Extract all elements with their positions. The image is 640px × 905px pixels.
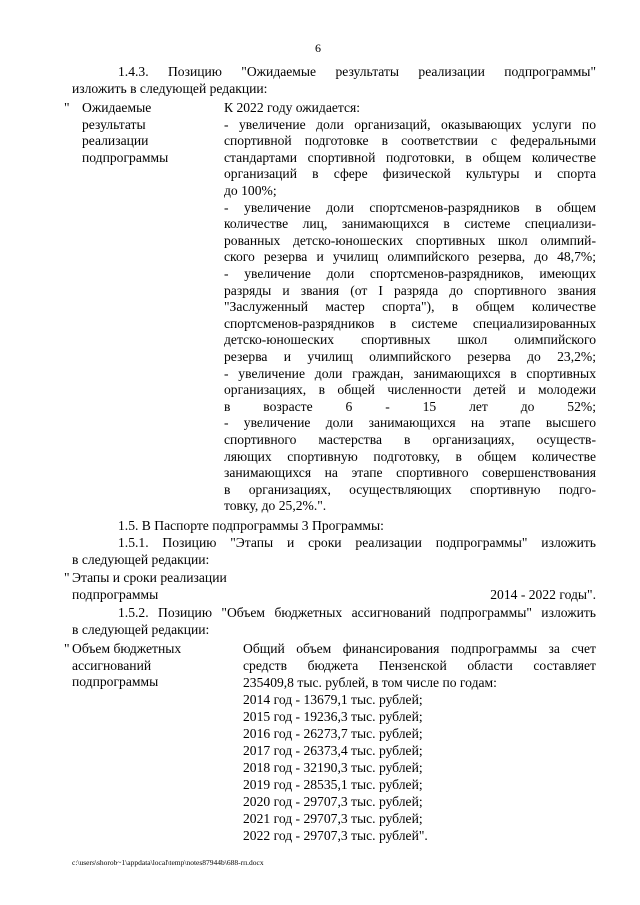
section-143-text-line: резерва и училищ олимпийского резерва до 23,2%;: [224, 349, 596, 364]
section-143-text-line: занимающихся на этапе спортивного совершенствования: [224, 465, 596, 481]
section-143-text-line: ляющих спортивную подготовку, в общем количестве: [224, 448, 596, 464]
section-143-text-line: организаций в сфере физической культуры и спорта: [224, 166, 596, 182]
section-143-text-line: - увеличение доли спортсменов-разрядников, имеющих: [224, 266, 596, 281]
section-143-text-line: в возрасте 6 - 15 лет до 52%;: [224, 398, 596, 414]
year-budget-line: 2017 год - 26373,4 тыс. рублей;: [243, 743, 423, 758]
section-152-heading-line-2: в следующей редакции:: [72, 622, 210, 637]
section-143-text-line: - увеличение доли организаций, оказывающих услуги по: [224, 116, 596, 132]
section-152-text-line: средств бюджета Пензенской области составляет: [243, 658, 596, 673]
section-143-text-line: спортивной подготовке в соответствии с федеральными: [224, 133, 596, 149]
section-143-text-line: рованных детско-юношеских спортивных школ олимпий-: [224, 232, 596, 248]
left-label-line: ассигнований: [72, 657, 152, 673]
year-budget-line: 2022 год - 29707,3 тыс. рублей".: [243, 828, 428, 843]
left-label-line: Ожидаемые: [82, 100, 152, 115]
section-143-heading-line-1: 1.4.3. Позицию "Ожидаемые результаты реализации подпрограммы": [118, 64, 596, 79]
section-143-text-line: - увеличение доли граждан, занимающихся в спортивных: [224, 365, 596, 381]
section-152-heading-line-1: 1.5.2. Позицию "Объем бюджетных ассигнований подпрограммы" изложить: [118, 605, 596, 620]
year-budget-line: 2021 год - 29707,3 тыс. рублей;: [243, 811, 423, 826]
section-143-text-line: до 100%;: [224, 183, 277, 198]
footer-file-path: c:\users\shorob~1\appdata\local\temp\notes87944b\688-rп.docx: [72, 858, 264, 867]
page-number: 6: [315, 41, 321, 55]
year-budget-line: 2015 год - 19236,3 тыс. рублей;: [243, 709, 423, 724]
section-152-left-label: [72, 641, 181, 691]
year-budget-line: 2014 год - 13679,1 тыс. рублей;: [243, 692, 423, 707]
section-151-label-line-2: подпрограммы: [72, 587, 159, 602]
section-143-text-line: К 2022 году ожидается:: [224, 100, 361, 115]
section-143-text-line: "Заслуженный мастер спорта"), в общем количестве: [224, 299, 596, 315]
section-143-text-line: ского резерва и училищ олимпийского резерва, до 48,7%;: [224, 249, 596, 265]
section-151-open-quote: ": [64, 570, 70, 585]
section-143-text-line: спортсменов-разрядников в системе специализированных: [224, 315, 596, 331]
left-label-line: результаты: [82, 116, 146, 132]
section-151-heading-line-2: в следующей редакции:: [72, 552, 210, 567]
section-152-text-line: Общий объем финансирования подпрограммы за счет: [243, 641, 596, 656]
section-152-text-line: 235409,8 тыс. рублей, в том числе по годам:: [243, 675, 497, 690]
section-151-label-line-1: Этапы и сроки реализации: [72, 570, 227, 585]
section-143-text-line: количестве лиц, занимающихся в системе специализи-: [224, 216, 596, 232]
section-151-value: 2014 - 2022 годы".: [490, 587, 596, 602]
section-143-left-label: [82, 100, 168, 166]
section-143-text-line: разряды и звания (от I разряда до спортивного звания: [224, 282, 596, 298]
section-143-text-line: - увеличение доли занимающихся на этапе высшего: [224, 415, 596, 431]
section-143-text-line: - увеличение доли спортсменов-разрядников в общем: [224, 199, 596, 215]
section-152-open-quote: ": [64, 641, 70, 656]
left-label-line: Объем бюджетных: [72, 641, 182, 656]
section-143-text-line: организациях, в общей численности детей и молодежи: [224, 382, 596, 398]
left-label-line: подпрограммы: [72, 674, 159, 690]
section-143-text-line: стандартами спортивной подготовки, в общем количестве: [224, 149, 596, 165]
section-143-heading-line-2: изложить в следующей редакции:: [72, 81, 268, 96]
section-143-text-line: детско-юношеских спортивных школ олимпийского: [224, 332, 596, 348]
left-label-line: подпрограммы: [82, 149, 169, 165]
section-143-text-line: в организациях, осуществляющих спортивную подго-: [224, 481, 596, 497]
section-15-heading: 1.5. В Паспорте подпрограммы 3 Программы:: [118, 518, 384, 533]
year-budget-line: 2020 год - 29707,3 тыс. рублей;: [243, 794, 423, 809]
year-budget-line: 2016 год - 26273,7 тыс. рублей;: [243, 726, 423, 741]
section-151-heading-line-1: 1.5.1. Позицию "Этапы и сроки реализации подпрограммы" изложить: [118, 535, 596, 550]
year-budget-line: 2019 год - 28535,1 тыс. рублей;: [243, 777, 423, 792]
year-budget-line: 2018 год - 32190,3 тыс. рублей;: [243, 760, 423, 775]
left-label-line: реализации: [82, 133, 149, 149]
section-143-text-line: товку, до 25,2%.".: [224, 498, 327, 514]
section-143-open-quote: ": [64, 100, 70, 115]
section-143-text-line: спортивного мастерства в организациях, осуществ-: [224, 432, 596, 447]
